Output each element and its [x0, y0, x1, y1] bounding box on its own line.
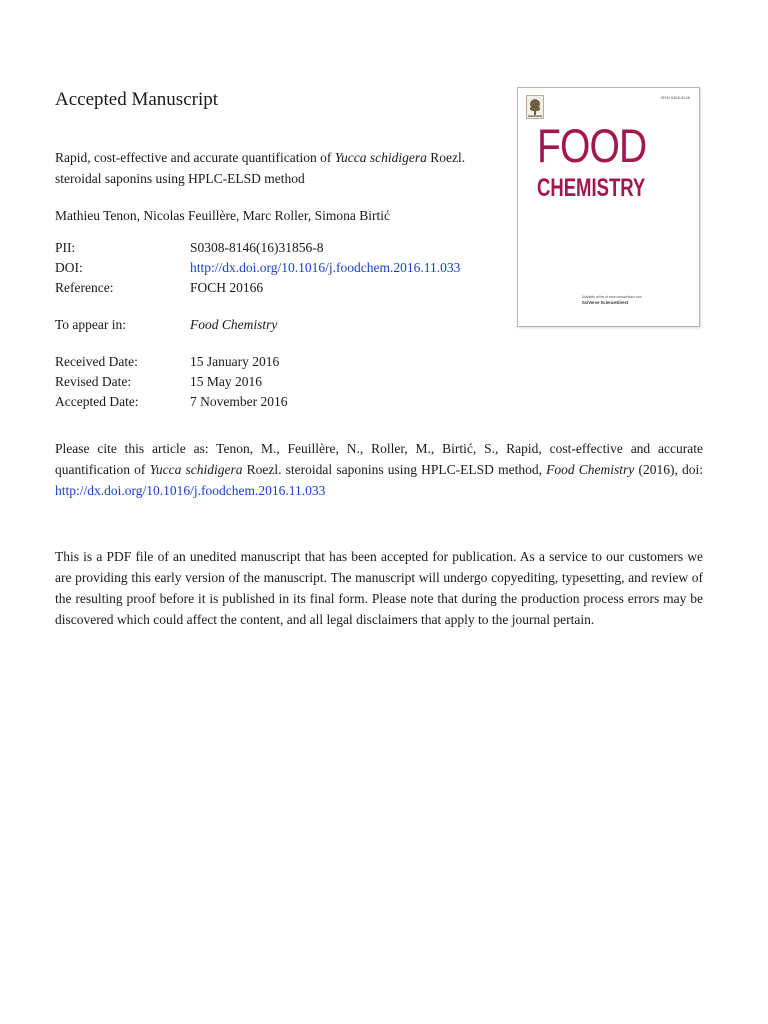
citation-part1: Please cite this article as: Tenon, M., Feuillère, N., Roller, M., Birtić, S., Rapid, cost-effective and accurate quantification of	[55, 441, 703, 477]
reference-label: Reference:	[55, 280, 114, 295]
appear-row	[55, 315, 277, 335]
accepted-date-label: Accepted Date:	[55, 394, 139, 409]
title-part2: Roezl. steroidal saponins using HPLC-ELSD method	[55, 150, 466, 186]
elsevier-tree-logo-icon	[526, 95, 544, 119]
manuscript-notice: This is a PDF file of an unedited manuscript that has been accepted for publication. As a service to our customers we are providing this early version of the manuscript. The manuscript will undergo copyediting, typesetting, and review of the resulting proof before it is published in its final form. Please note that during the production process errors may be discovered which could affect the content, and all legal disclaimers that apply to the journal pertain.	[55, 549, 703, 627]
received-date-label: Received Date:	[55, 354, 138, 369]
pii-value: S0308-8146(16)31856-8	[190, 240, 324, 255]
appear-block	[55, 315, 277, 335]
identifier-block	[55, 238, 460, 298]
citation-journal: Food Chemistry	[546, 462, 635, 477]
page-heading: Accepted Manuscript	[55, 89, 219, 110]
identifier-row-doi	[55, 258, 460, 278]
identifier-row-reference	[55, 278, 460, 298]
cover-title-food: FOOD	[537, 119, 647, 172]
title-species: Yucca schidigera	[334, 150, 427, 165]
cover-platform: SciVerse ScienceDirect	[582, 300, 629, 305]
reference-value: FOCH 20166	[190, 280, 264, 295]
accepted-date-row	[55, 392, 287, 412]
appear-journal: Food Chemistry	[190, 317, 278, 332]
citation-doi-link[interactable]: http://dx.doi.org/10.1016/j.foodchem.2016.11.033	[55, 483, 326, 498]
doi-label: DOI:	[55, 260, 83, 275]
identifier-row-pii	[55, 238, 460, 258]
citation-species: Yucca schidigera	[149, 462, 243, 477]
cover-availability: Available online at www.sciencedirect.com	[582, 295, 642, 299]
title-part1: Rapid, cost-effective and accurate quantification of	[55, 150, 335, 165]
doi-link[interactable]: http://dx.doi.org/10.1016/j.foodchem.2016.11.033	[190, 260, 461, 275]
revised-date-row	[55, 372, 287, 392]
received-date-row	[55, 352, 287, 372]
citation-part2: Roezl. steroidal saponins using HPLC-ELSD method,	[242, 462, 547, 477]
pii-label: PII:	[55, 240, 76, 255]
dates-block	[55, 352, 287, 412]
received-date-value: 15 January 2016	[190, 354, 280, 369]
citation-paragraph	[55, 438, 703, 501]
revised-date-value: 15 May 2016	[190, 374, 262, 389]
citation-part3: (2016), doi:	[634, 462, 703, 477]
article-title	[55, 147, 505, 189]
accepted-date-value: 7 November 2016	[190, 394, 288, 409]
author-list: Mathieu Tenon, Nicolas Feuillère, Marc Roller, Simona Birtić	[55, 208, 390, 223]
cover-title-chemistry: CHEMISTRY	[537, 174, 646, 202]
cover-issn: ISSN 0308-8146	[660, 96, 690, 100]
revised-date-label: Revised Date:	[55, 374, 132, 389]
appear-label: To appear in:	[55, 317, 127, 332]
journal-cover	[517, 87, 700, 327]
